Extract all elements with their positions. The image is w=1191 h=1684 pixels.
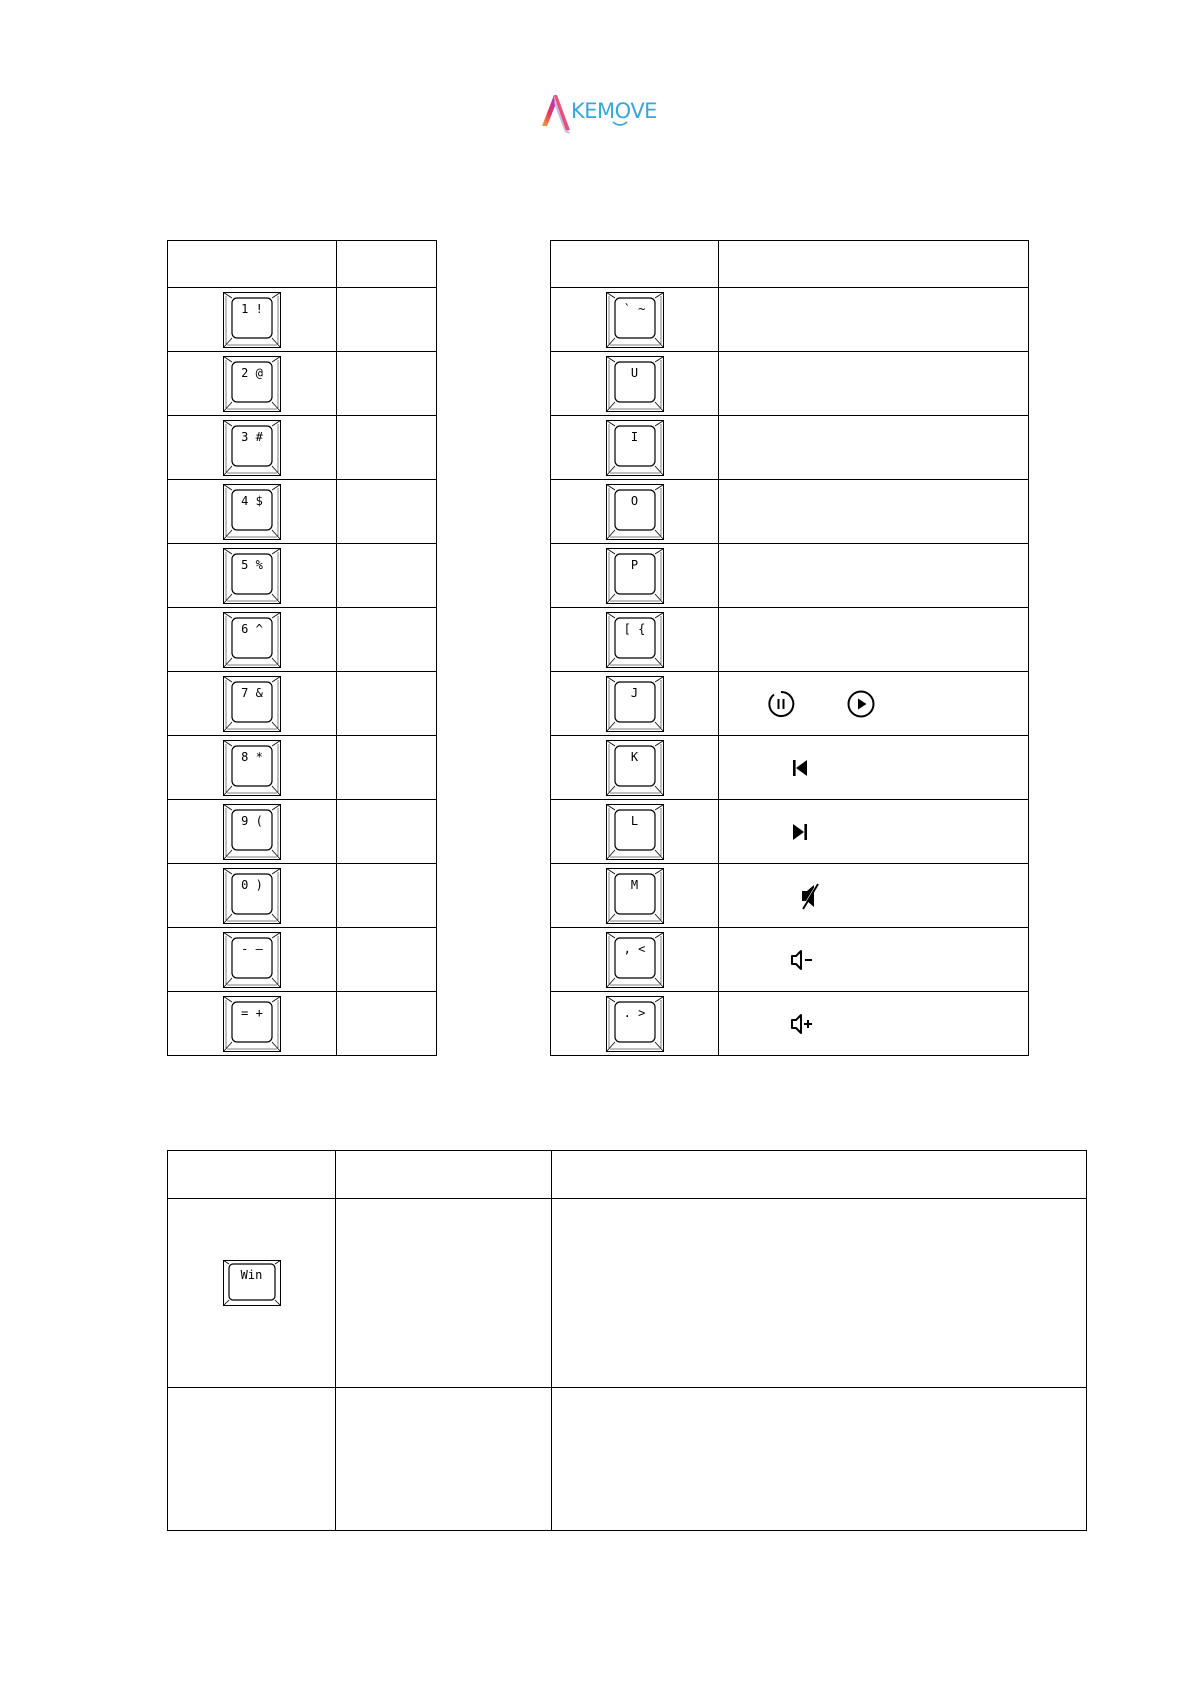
key-legend: M [630, 877, 639, 892]
keycap-8 [223, 740, 281, 796]
function-cell [719, 992, 1029, 1056]
function-cell [719, 608, 1029, 672]
table-row [551, 672, 1029, 736]
key-legend: L [630, 813, 639, 828]
function-cell [337, 800, 437, 864]
keycap-2 [223, 356, 281, 412]
kemove-logo [540, 92, 660, 134]
function-cell [719, 544, 1029, 608]
function-cell [719, 928, 1029, 992]
table-header-row [551, 241, 1029, 288]
keycap-minus [223, 932, 281, 988]
key-legend: U [630, 365, 639, 380]
function-cell [337, 736, 437, 800]
volume-up-icon [789, 1012, 817, 1036]
logo-smile-icon [612, 121, 628, 127]
keycap-k [606, 740, 664, 796]
combination-cell [336, 1388, 552, 1531]
key-legend: 0 ) [241, 877, 263, 892]
keycap-4 [223, 484, 281, 540]
header-description [552, 1151, 1087, 1199]
key-legend: = + [241, 1005, 263, 1020]
keycap-j [606, 676, 664, 732]
keycap-l [606, 804, 664, 860]
keycap-u [606, 356, 664, 412]
table-row [168, 800, 437, 864]
function-cell [719, 288, 1029, 352]
header-key [551, 241, 719, 288]
keycap-backtick [606, 292, 664, 348]
function-cell [337, 672, 437, 736]
description-cell [552, 1388, 1087, 1531]
table-row [551, 800, 1029, 864]
key-legend: 1 ! [241, 301, 263, 316]
header-function [719, 241, 1029, 288]
keycap-9 [223, 804, 281, 860]
previous-track-icon [791, 758, 809, 778]
function-cell [719, 480, 1029, 544]
pause-icon [766, 689, 796, 719]
table-row [168, 1388, 1087, 1531]
table-row [168, 672, 437, 736]
keycap-6 [223, 612, 281, 668]
brand-name: KEMOVE [571, 99, 657, 123]
table-row [551, 928, 1029, 992]
table-row [168, 928, 437, 992]
function-cell [337, 928, 437, 992]
key-cell [168, 1388, 336, 1531]
key-legend: 9 ( [241, 813, 263, 828]
keycap-equals [223, 996, 281, 1052]
table-row [168, 288, 437, 352]
table-row [551, 352, 1029, 416]
table-row [168, 864, 437, 928]
fn-number-keys-table [167, 240, 437, 1056]
next-track-icon [791, 822, 809, 842]
keycap-win [223, 1260, 281, 1306]
key-legend: J [630, 685, 639, 700]
table-row [168, 416, 437, 480]
mute-icon [799, 882, 821, 910]
table-row [551, 288, 1029, 352]
key-legend: , < [623, 941, 646, 956]
function-cell [337, 480, 437, 544]
key-legend: 4 $ [241, 493, 263, 508]
keycap-bracket [606, 612, 664, 668]
function-cell [337, 864, 437, 928]
keycap-7 [223, 676, 281, 732]
keycap-o [606, 484, 664, 540]
table-row [551, 992, 1029, 1056]
table-row [551, 736, 1029, 800]
win-lock-table [167, 1150, 1087, 1531]
table-row [168, 1199, 1087, 1388]
keycap-0 [223, 868, 281, 924]
play-icon [846, 689, 876, 719]
keycap-p [606, 548, 664, 604]
header-key [168, 1151, 336, 1199]
function-cell [719, 864, 1029, 928]
function-cell [719, 800, 1029, 864]
keycap-1 [223, 292, 281, 348]
table-row [168, 736, 437, 800]
keycap-m [606, 868, 664, 924]
table-row [551, 864, 1029, 928]
table-row [168, 992, 437, 1056]
key-legend: - — [241, 941, 263, 956]
table-row [551, 544, 1029, 608]
key-legend: . > [623, 1005, 646, 1020]
key-legend: ` ~ [623, 301, 646, 316]
table-header-row [168, 241, 437, 288]
table-row [168, 352, 437, 416]
key-legend: O [630, 493, 639, 508]
header-key [168, 241, 337, 288]
function-cell [337, 608, 437, 672]
key-legend: K [630, 749, 639, 764]
key-legend: [ { [623, 621, 646, 636]
key-legend: P [630, 557, 639, 572]
fn-media-keys-table [550, 240, 1029, 1056]
function-cell [719, 672, 1029, 736]
volume-down-icon [789, 948, 817, 972]
logo-mark-icon [540, 92, 574, 134]
function-cell [337, 544, 437, 608]
table-row [168, 608, 437, 672]
header-function [337, 241, 437, 288]
function-cell [337, 288, 437, 352]
key-legend: 7 & [241, 685, 263, 700]
keycap-3 [223, 420, 281, 476]
keycap-period [606, 996, 664, 1052]
key-legend: 2 @ [241, 365, 263, 380]
key-legend: Win [240, 1268, 263, 1282]
keycap-i [606, 420, 664, 476]
keycap-5 [223, 548, 281, 604]
function-cell [719, 352, 1029, 416]
key-legend: 5 % [241, 557, 263, 572]
header-combination [336, 1151, 552, 1199]
table-row [551, 608, 1029, 672]
table-row [168, 544, 437, 608]
table-row [551, 480, 1029, 544]
combination-cell [336, 1199, 552, 1388]
table-row [551, 416, 1029, 480]
table-row [168, 480, 437, 544]
description-cell [552, 1199, 1087, 1388]
keycap-comma [606, 932, 664, 988]
function-cell [719, 416, 1029, 480]
function-cell [337, 352, 437, 416]
key-legend: I [630, 429, 639, 444]
function-cell [337, 992, 437, 1056]
key-legend: 8 * [241, 749, 263, 764]
key-legend: 3 # [241, 429, 263, 444]
key-legend: 6 ^ [241, 621, 263, 636]
table-header-row [168, 1151, 1087, 1199]
function-cell [719, 736, 1029, 800]
function-cell [337, 416, 437, 480]
